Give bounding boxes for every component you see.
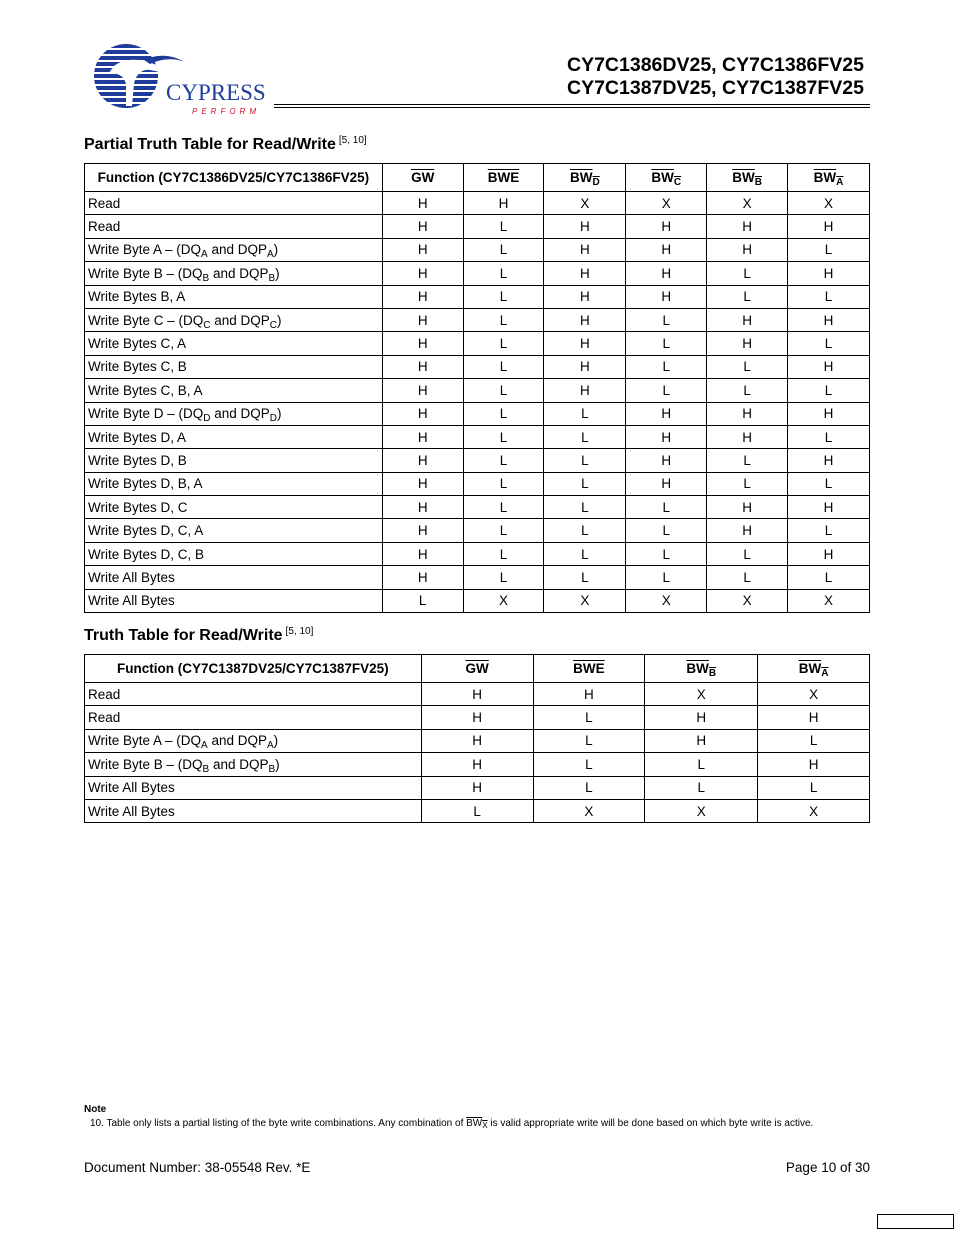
function-cell: Write All Bytes bbox=[85, 799, 422, 822]
signal-cell: L bbox=[707, 285, 788, 308]
col-gw: $\overline{GW}$ bbox=[382, 164, 463, 192]
signal-cell: H bbox=[788, 308, 870, 331]
svg-text:PERFORM: PERFORM bbox=[192, 107, 260, 116]
signal-cell: H bbox=[533, 683, 645, 706]
function-cell: Write Byte D – ($DQ_D$ and $DQP_D$) bbox=[85, 402, 383, 425]
signal-cell: L bbox=[544, 566, 626, 589]
signal-cell: H bbox=[382, 308, 463, 331]
signal-cell: X bbox=[788, 589, 870, 612]
table2-body bbox=[85, 683, 870, 823]
signal-cell: H bbox=[463, 192, 544, 215]
signal-cell: L bbox=[707, 542, 788, 565]
table-row bbox=[85, 496, 870, 519]
signal-cell: X bbox=[544, 589, 626, 612]
table-row bbox=[85, 425, 870, 448]
signal-cell: L bbox=[645, 753, 758, 776]
signal-cell: L bbox=[463, 566, 544, 589]
function-cell: Write Bytes D, A bbox=[85, 425, 383, 448]
table-row bbox=[85, 729, 870, 752]
signal-cell: X bbox=[788, 192, 870, 215]
table2-title: Truth Table for Read/Write [5, 10] bbox=[84, 626, 314, 644]
signal-cell: H bbox=[382, 402, 463, 425]
col-bwe: $\overline{BWE}$ bbox=[463, 164, 544, 192]
signal-cell: H bbox=[626, 425, 707, 448]
table-row bbox=[85, 776, 870, 799]
signal-cell: H bbox=[626, 285, 707, 308]
table-row bbox=[85, 706, 870, 729]
header-rule bbox=[274, 104, 870, 108]
signal-cell: H bbox=[421, 683, 533, 706]
signal-cell: H bbox=[382, 519, 463, 542]
function-cell: Read bbox=[85, 706, 422, 729]
signal-cell: H bbox=[626, 215, 707, 238]
signal-cell: H bbox=[626, 238, 707, 261]
signal-cell: L bbox=[707, 262, 788, 285]
signal-cell: H bbox=[626, 449, 707, 472]
signal-cell: H bbox=[626, 472, 707, 495]
col-gw: $\overline{GW}$ bbox=[421, 655, 533, 683]
table-row bbox=[85, 355, 870, 378]
function-cell: Write Byte B – ($DQ_B$ and $DQP_B$) bbox=[85, 753, 422, 776]
table-row bbox=[85, 332, 870, 355]
signal-cell: L bbox=[463, 332, 544, 355]
signal-cell: H bbox=[382, 192, 463, 215]
function-cell: Read bbox=[85, 215, 383, 238]
title-line-2: CY7C1387DV25, CY7C1387FV25 bbox=[566, 77, 864, 99]
signal-cell: H bbox=[788, 542, 870, 565]
table1-ref: [5, 10] bbox=[338, 135, 367, 146]
table1-body bbox=[85, 192, 870, 613]
table-row bbox=[85, 192, 870, 215]
signal-cell: H bbox=[707, 215, 788, 238]
table-row bbox=[85, 308, 870, 331]
signal-cell: L bbox=[463, 496, 544, 519]
function-cell: Write All Bytes bbox=[85, 566, 383, 589]
signal-cell: L bbox=[463, 215, 544, 238]
function-cell: Read bbox=[85, 192, 383, 215]
function-cell: Write Byte A – ($DQ_A$ and $DQP_A$) bbox=[85, 729, 422, 752]
signal-cell: L bbox=[788, 285, 870, 308]
signal-cell: H bbox=[544, 215, 626, 238]
function-cell: Write Byte C – ($DQ_C$ and $DQP_C$) bbox=[85, 308, 383, 331]
signal-cell: L bbox=[544, 449, 626, 472]
partial-truth-table bbox=[84, 163, 870, 613]
function-cell: Write Bytes B, A bbox=[85, 285, 383, 308]
signal-cell: H bbox=[788, 402, 870, 425]
signal-cell: H bbox=[707, 519, 788, 542]
table-row bbox=[85, 449, 870, 472]
signal-cell: L bbox=[788, 425, 870, 448]
signal-cell: L bbox=[626, 355, 707, 378]
signal-cell: H bbox=[544, 262, 626, 285]
signal-cell: L bbox=[463, 425, 544, 448]
signal-cell: X bbox=[533, 799, 645, 822]
signal-cell: L bbox=[463, 238, 544, 261]
signal-cell: L bbox=[707, 379, 788, 402]
signal-cell: X bbox=[758, 683, 870, 706]
signal-cell: X bbox=[626, 589, 707, 612]
signal-cell: H bbox=[382, 472, 463, 495]
signal-cell: H bbox=[645, 706, 758, 729]
signal-cell: L bbox=[758, 776, 870, 799]
signal-cell: L bbox=[707, 449, 788, 472]
signal-cell: H bbox=[382, 238, 463, 261]
signal-cell: L bbox=[645, 776, 758, 799]
signal-cell: L bbox=[626, 519, 707, 542]
signal-cell: H bbox=[544, 238, 626, 261]
signal-cell: H bbox=[707, 238, 788, 261]
signal-cell: L bbox=[463, 449, 544, 472]
signal-cell: H bbox=[382, 262, 463, 285]
function-cell: Write All Bytes bbox=[85, 589, 383, 612]
signal-cell: L bbox=[788, 566, 870, 589]
signal-cell: H bbox=[382, 285, 463, 308]
table2-ref: [5, 10] bbox=[285, 626, 314, 637]
signal-cell: L bbox=[463, 542, 544, 565]
signal-cell: L bbox=[544, 425, 626, 448]
table1-title: Partial Truth Table for Read/Write [5, 10] bbox=[84, 135, 367, 153]
document-title bbox=[567, 54, 864, 100]
function-cell: Write Bytes D, C bbox=[85, 496, 383, 519]
signal-cell: L bbox=[788, 472, 870, 495]
title-line-1: CY7C1386DV25, CY7C1386FV25 bbox=[566, 54, 864, 76]
function-cell: Write Bytes C, A bbox=[85, 332, 383, 355]
table-row bbox=[85, 519, 870, 542]
signal-cell: L bbox=[626, 332, 707, 355]
signal-cell: H bbox=[421, 729, 533, 752]
signal-cell: H bbox=[707, 425, 788, 448]
signal-cell: H bbox=[626, 262, 707, 285]
signal-cell: H bbox=[382, 542, 463, 565]
signal-cell: H bbox=[382, 566, 463, 589]
document-number: Document Number: 38-05548 Rev. *E bbox=[84, 1160, 311, 1175]
signal-cell: L bbox=[463, 262, 544, 285]
col-bwa: $BW_A$ bbox=[788, 164, 870, 192]
signal-cell: X bbox=[758, 799, 870, 822]
function-cell: Write Byte A – ($DQ_A$ and $DQP_A$) bbox=[85, 238, 383, 261]
signal-cell: H bbox=[758, 706, 870, 729]
signal-cell: H bbox=[382, 332, 463, 355]
signal-cell: H bbox=[758, 753, 870, 776]
signal-cell: L bbox=[544, 519, 626, 542]
signal-cell: L bbox=[626, 379, 707, 402]
table2-header-row bbox=[85, 655, 870, 683]
function-cell: Write Bytes D, B bbox=[85, 449, 383, 472]
signal-cell: L bbox=[626, 308, 707, 331]
table-row bbox=[85, 472, 870, 495]
signal-cell: L bbox=[788, 519, 870, 542]
table-row bbox=[85, 683, 870, 706]
table-row bbox=[85, 542, 870, 565]
signal-cell: L bbox=[463, 472, 544, 495]
signal-cell: L bbox=[626, 496, 707, 519]
signal-cell: X bbox=[707, 589, 788, 612]
function-cell: Write All Bytes bbox=[85, 776, 422, 799]
signal-cell: L bbox=[533, 706, 645, 729]
signal-cell: H bbox=[788, 215, 870, 238]
signal-cell: H bbox=[544, 308, 626, 331]
signal-cell: H bbox=[382, 379, 463, 402]
col-bwa: $BW_A$ bbox=[758, 655, 870, 683]
signal-cell: L bbox=[533, 776, 645, 799]
table-row bbox=[85, 402, 870, 425]
signal-cell: H bbox=[707, 496, 788, 519]
col-function: Function (CY7C1387DV25/CY7C1387FV25) bbox=[85, 655, 422, 683]
signal-cell: L bbox=[463, 402, 544, 425]
signal-cell: X bbox=[544, 192, 626, 215]
table-row bbox=[85, 799, 870, 822]
signal-cell: X bbox=[645, 683, 758, 706]
signal-cell: X bbox=[645, 799, 758, 822]
signal-cell: L bbox=[544, 542, 626, 565]
table-row bbox=[85, 262, 870, 285]
signal-cell: L bbox=[382, 589, 463, 612]
signal-cell: X bbox=[707, 192, 788, 215]
signal-cell: H bbox=[626, 402, 707, 425]
signal-cell: H bbox=[788, 449, 870, 472]
signal-cell: L bbox=[626, 542, 707, 565]
function-cell: Write Bytes D, C, A bbox=[85, 519, 383, 542]
signal-cell: H bbox=[382, 355, 463, 378]
function-cell: Read bbox=[85, 683, 422, 706]
signal-cell: H bbox=[544, 285, 626, 308]
signal-cell: L bbox=[544, 496, 626, 519]
table-row bbox=[85, 238, 870, 261]
signal-cell: L bbox=[544, 402, 626, 425]
signal-cell: H bbox=[421, 776, 533, 799]
signal-cell: L bbox=[707, 472, 788, 495]
signal-cell: H bbox=[382, 496, 463, 519]
truth-table bbox=[84, 654, 870, 823]
table-row bbox=[85, 285, 870, 308]
note-text: 10. Table only lists a partial listing of the byte write combinations. Any combination of $BW_X$ is valid appropriate write will be done based on which byte write is active. bbox=[90, 1118, 814, 1130]
signal-cell: H bbox=[788, 262, 870, 285]
table1-header-row bbox=[85, 164, 870, 192]
function-cell: Write Bytes C, B, A bbox=[85, 379, 383, 402]
signal-cell: H bbox=[707, 402, 788, 425]
signal-cell: H bbox=[788, 496, 870, 519]
page-number: Page 10 of 30 bbox=[785, 1160, 870, 1175]
signal-cell: L bbox=[463, 355, 544, 378]
signal-cell: H bbox=[421, 753, 533, 776]
signal-cell: H bbox=[382, 215, 463, 238]
function-cell: Write Bytes D, C, B bbox=[85, 542, 383, 565]
signal-cell: H bbox=[788, 355, 870, 378]
signal-cell: L bbox=[533, 753, 645, 776]
signal-cell: L bbox=[788, 379, 870, 402]
signal-cell: H bbox=[707, 308, 788, 331]
signal-cell: L bbox=[626, 566, 707, 589]
signal-cell: X bbox=[463, 589, 544, 612]
signal-cell: H bbox=[421, 706, 533, 729]
signal-cell: L bbox=[707, 566, 788, 589]
col-bwd: $BW_D$ bbox=[544, 164, 626, 192]
signal-cell: L bbox=[421, 799, 533, 822]
signal-cell: L bbox=[463, 308, 544, 331]
signal-cell: X bbox=[626, 192, 707, 215]
function-cell: Write Bytes C, B bbox=[85, 355, 383, 378]
signal-cell: H bbox=[382, 425, 463, 448]
signal-cell: H bbox=[544, 332, 626, 355]
table-row bbox=[85, 379, 870, 402]
signal-cell: H bbox=[544, 355, 626, 378]
signal-cell: L bbox=[533, 729, 645, 752]
col-function: Function (CY7C1386DV25/CY7C1386FV25) bbox=[85, 164, 383, 192]
signal-cell: L bbox=[707, 355, 788, 378]
table-row bbox=[85, 215, 870, 238]
function-cell: Write Byte B – ($DQ_B$ and $DQP_B$) bbox=[85, 262, 383, 285]
signal-cell: L bbox=[463, 379, 544, 402]
signal-cell: H bbox=[645, 729, 758, 752]
table-row bbox=[85, 566, 870, 589]
col-bwb: $BW_B$ bbox=[645, 655, 758, 683]
col-bwc: $BW_C$ bbox=[626, 164, 707, 192]
col-bwe: $\overline{BWE}$ bbox=[533, 655, 645, 683]
signal-cell: L bbox=[788, 332, 870, 355]
note-heading: Note bbox=[84, 1104, 107, 1115]
signal-cell: L bbox=[758, 729, 870, 752]
table-row bbox=[85, 589, 870, 612]
svg-text:CYPRESS: CYPRESS bbox=[166, 80, 266, 105]
signal-cell: L bbox=[788, 238, 870, 261]
feedback-box bbox=[877, 1214, 954, 1229]
signal-cell: L bbox=[463, 285, 544, 308]
table-row bbox=[85, 753, 870, 776]
signal-cell: L bbox=[544, 472, 626, 495]
signal-cell: L bbox=[463, 519, 544, 542]
signal-cell: H bbox=[544, 379, 626, 402]
function-cell: Write Bytes D, B, A bbox=[85, 472, 383, 495]
signal-cell: H bbox=[707, 332, 788, 355]
col-bwb: $BW_B$ bbox=[707, 164, 788, 192]
cypress-logo bbox=[84, 44, 270, 118]
signal-cell: H bbox=[382, 449, 463, 472]
